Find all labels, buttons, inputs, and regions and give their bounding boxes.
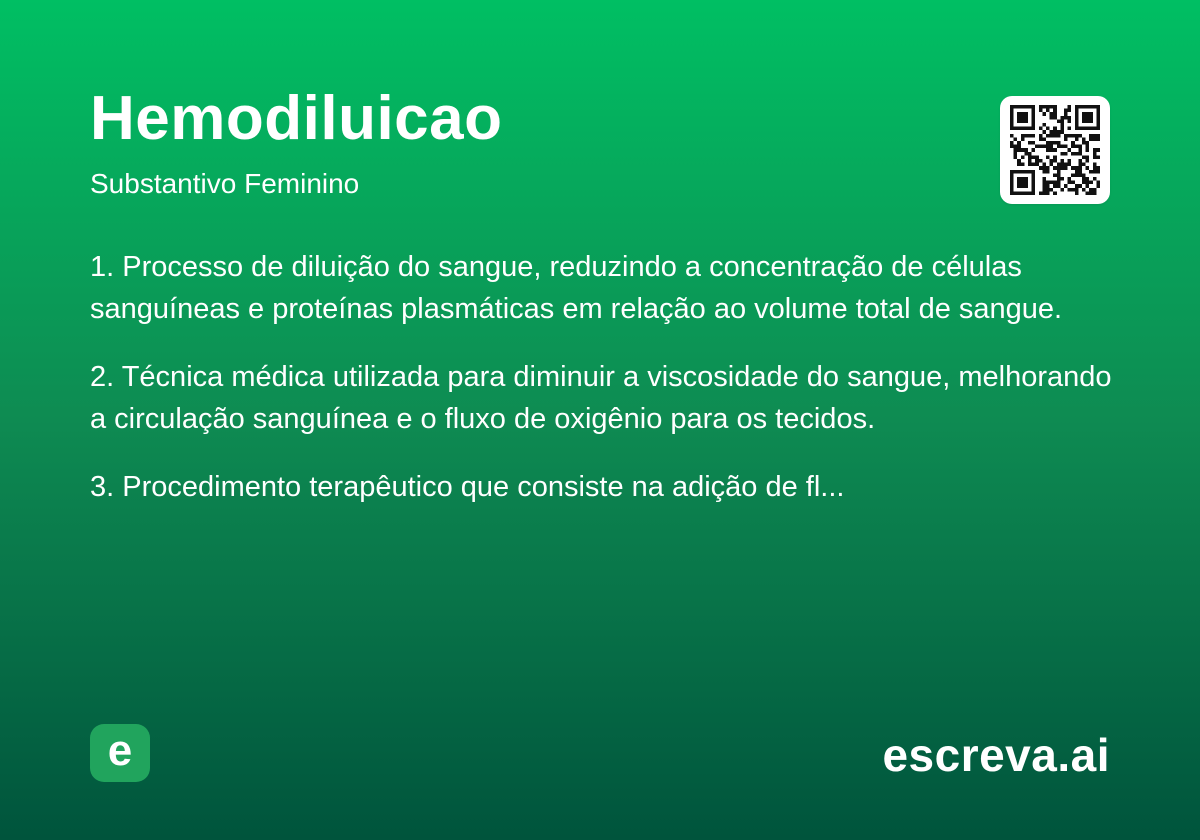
- qr-code-icon: [1010, 105, 1100, 195]
- definition-3: 3. Procedimento terapêutico que consiste na adição de fl...: [90, 471, 845, 503]
- definition-2: 2. Técnica médica utilizada para diminuir a viscosidade do sangue, melhorando a circulação sanguínea e o fluxo de oxigênio para os tecidos.: [90, 361, 1112, 435]
- word-title: Hemodiluicao: [90, 84, 503, 153]
- brand-name: escreva.ai: [882, 729, 1110, 781]
- brand-logo: [90, 724, 150, 782]
- brand-logo-letter: e: [107, 726, 133, 775]
- card-header: [90, 84, 503, 200]
- definition-1: 1. Processo de diluição do sangue, reduzindo a concentração de células sanguíneas e proteínas plasmáticas em relação ao volume total de sangue.: [90, 251, 1063, 325]
- word-grammatical-class: Substantivo Feminino: [90, 168, 360, 199]
- qr-code: [1000, 96, 1110, 204]
- definitions-list: [90, 246, 1130, 534]
